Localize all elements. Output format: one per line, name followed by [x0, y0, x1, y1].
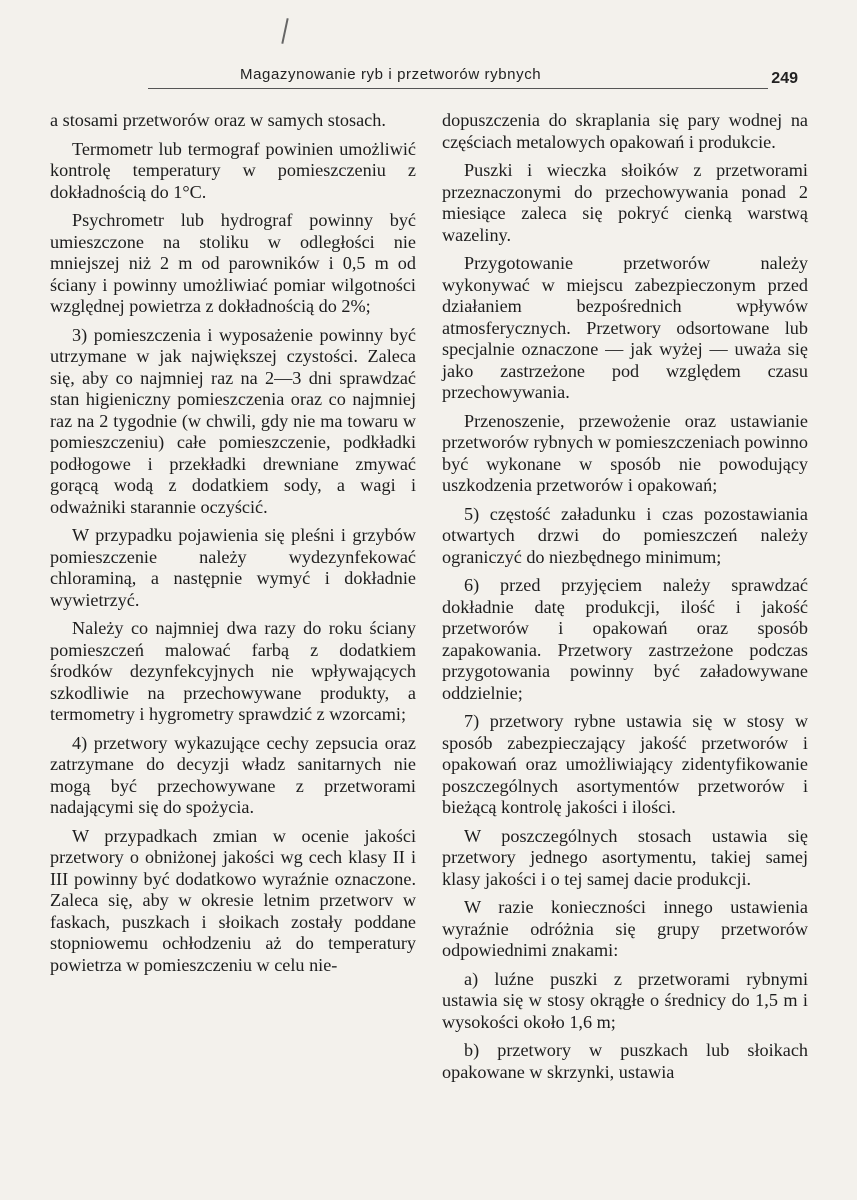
paragraph: 5) częstość załadunku i czas pozostawiania otwartych drzwi do pomieszczeń należy ograniczyć do niezbędnego minimum;: [442, 503, 808, 567]
running-header-title: Magazynowanie ryb i przetworów rybnych: [240, 66, 542, 83]
paragraph: 4) przetwory wykazujące cechy zepsucia oraz zatrzymane do decyzji władz sanitarnych nie mogą być przechowywane z przetworami nadającymi się do spożycia.: [50, 732, 416, 817]
paragraph: W razie konieczności innego ustawienia wyraźnie odróżnia się grupy przetworów odpowiednimi znakami:: [442, 897, 808, 960]
paragraph: a stosami przetworów oraz w samych stosach.: [50, 110, 386, 130]
running-header: [96, 62, 798, 92]
paragraph: W przypadkach zmian w ocenie jakości przetwory o obniżonej jakości wg cech klasy II i III powinny być dodatkowo wyraźnie oznaczone. Zaleca się, aby w okresie letnim przetworv w faskach, puszkach i słoikach zostały poddane stopniowemu ochłodzeniu aż do temperatury powietrza w pomieszczeniu w celu nie-: [50, 825, 416, 975]
body-text: [50, 110, 810, 1180]
paragraph: 7) przetwory rybne ustawia się w stosy w sposób zabezpieczający jakość przetworów i opakowań oraz umożliwiający zidentyfikowanie poszczególnych asortymentów przetworów i bieżącą kontrolę jakości i ilości.: [442, 711, 808, 817]
paragraph: Należy co najmniej dwa razy do roku ściany pomieszczeń malować farbą z dodatkiem środków dezynfekcyjnych nie wpływających szkodliwie na przechowywane produkty, a termometry i hygrometry sprawdzić z wzorcami;: [50, 618, 416, 724]
paragraph: a) luźne puszki z przetworami rybnymi ustawia się w stosy okrągłe o średnicy do 1,5 m i wysokości około 1,6 m;: [442, 968, 808, 1032]
paragraph: Puszki i wieczka słoików z przetworami przeznaczonymi do przechowywania ponad 2 miesiące zaleca się pokryć cienką warstwą wazeliny.: [442, 160, 808, 245]
paragraph: W przypadku pojawienia się pleśni i grzybów pomieszczenie należy wydezynfekować chloraminą, a następnie wymyć i dokładnie wywietrzyć.: [50, 525, 416, 610]
paragraph: dopuszczenia do skraplania się pary wodnej na częściach metalowych opakowań i produkcie.: [442, 110, 808, 152]
paragraph: Termometr lub termograf powinien umożliwić kontrolę temperatury w pomieszczeniu z dokładnością do 1°C.: [50, 138, 416, 202]
right-column: [442, 110, 808, 1090]
paragraph: Przenoszenie, przewożenie oraz ustawianie przetworów rybnych w pomieszczeniach powinno być wykonane w sposób nie powodujący uszkodzenia przetworów i opakowań;: [442, 410, 808, 495]
paragraph: Psychrometr lub hydrograf powinny być umieszczone na stoliku w odległości nie mniejszej niż 2 m od parowników i 0,5 m od ściany i powinny umożliwiać pomiar wilgotności względnej powietrza z dokładnością do 2%;: [50, 210, 416, 316]
paragraph: Przygotowanie przetworów należy wykonywać w miejscu zabezpieczonym przed działaniem bezpośrednich wpływów atmosferycznych. Przetwory odsortowane lub specjalnie oznaczone — jak wyżej — uważa się jako zastrzeżone pod względem czasu przechowywania.: [442, 253, 808, 402]
paragraph: W poszczególnych stosach ustawia się przetwory jednego asortymentu, takiej samej klasy jakości i o tej samej dacie produkcji.: [442, 825, 808, 889]
header-divider: [148, 88, 768, 89]
paragraph: 6) przed przyjęciem należy sprawdzać dokładnie datę produkcji, ilość i jakość przetworów i opakowań oraz sposób zapakowania. Przetwory zastrzeżone podczas przygotowania powinny być załadowywane oddzielnie;: [442, 575, 808, 703]
paragraph: b) przetwory w puszkach lub słoikach opakowane w skrzynki, ustawia: [442, 1040, 808, 1082]
left-column: [50, 110, 416, 983]
paragraph: 3) pomieszczenia i wyposażenie powinny być utrzymane w jak największej czystości. Zaleca się, aby co najmniej raz na 2—3 dni sprawdzać stan higieniczny pomieszczenia oraz co najmniej raz na 2 tygodnie (w chwili, gdy nie ma towaru w pomieszczeniu) całe pomieszczenie, podkładki podłogowe i przekładki drewniane zmywać gorącą wodą z dodatkiem sody, a wagi i odważniki starannie oczyścić.: [50, 324, 416, 517]
scan-mark: [281, 18, 288, 44]
page-number: 249: [771, 70, 798, 87]
